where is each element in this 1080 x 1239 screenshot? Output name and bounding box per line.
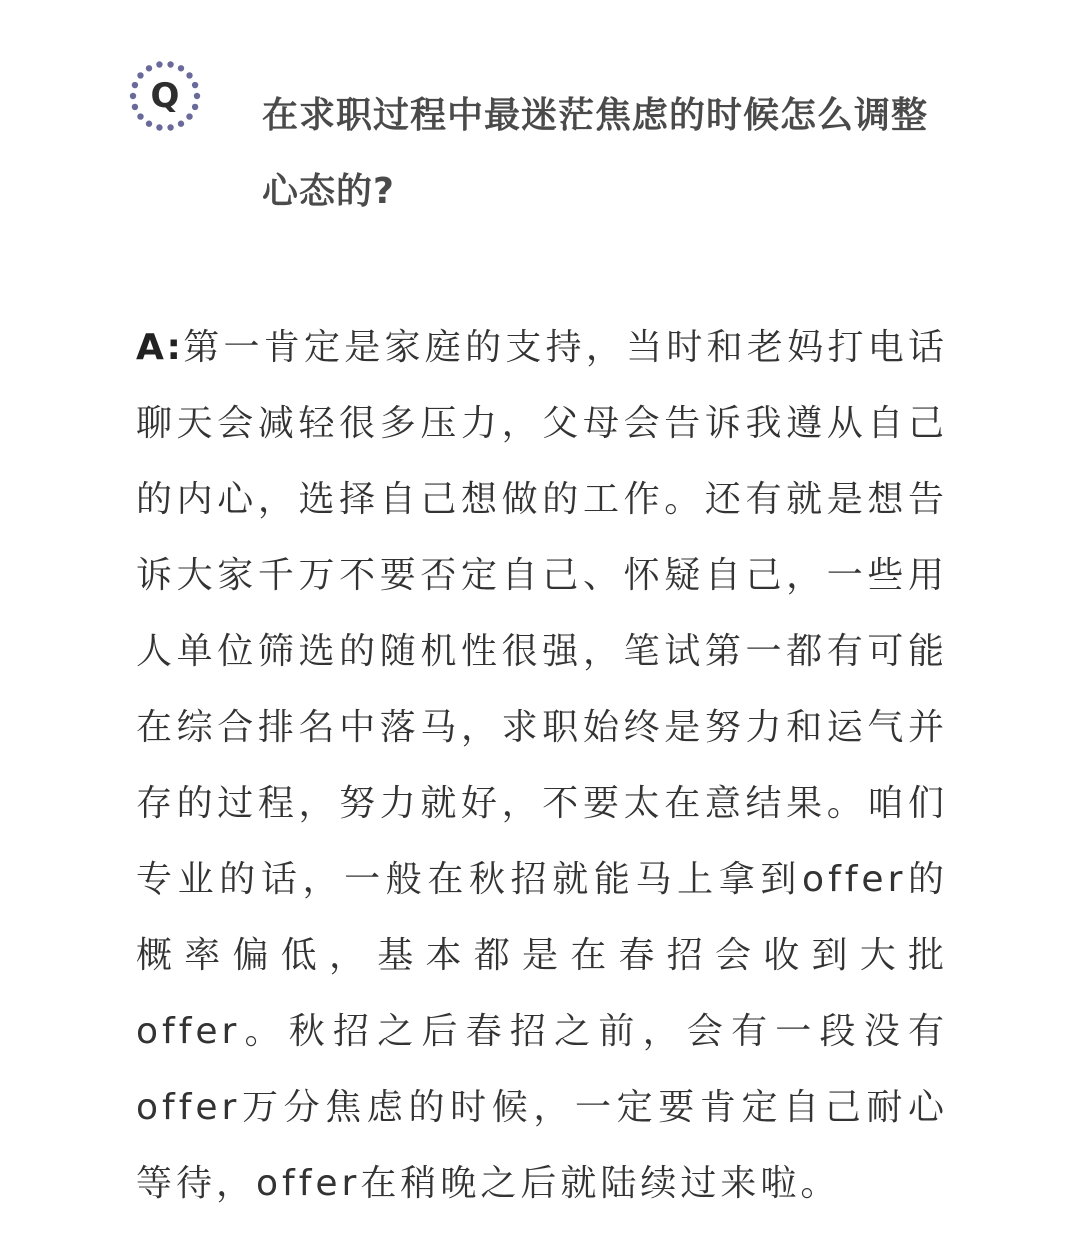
question-badge [127,58,203,134]
answer-text: 第一肯定是家庭的支持，当时和老妈打电话聊天会减轻很多压力，父母会告诉我遵从自己的内心，选择自己想做的工作。还有就是想告诉大家千万不要否定自己、怀疑自己，一些用人单位筛选的随机性很强，笔试第一都有可能在综合排名中落马，求职始终是努力和运气并存的过程，努力就好，不要太在意结果。咱们专业的话，一般在秋招就能马上拿到offer的概率偏低，基本都是在春招会收到大批offer。秋招之后春招之前，会有一段没有offer万分焦虑的时候，一定要肯定自己耐心等待，offer在稍晚之后就陆续过来啦。 [136,327,948,1204]
question-badge-letter: Q [150,76,180,116]
question-text: 在求职过程中最迷茫焦虑的时候怎么调整心态的? [262,95,929,212]
answer-paragraph [136,310,948,1222]
answer-label: A: [136,327,183,368]
